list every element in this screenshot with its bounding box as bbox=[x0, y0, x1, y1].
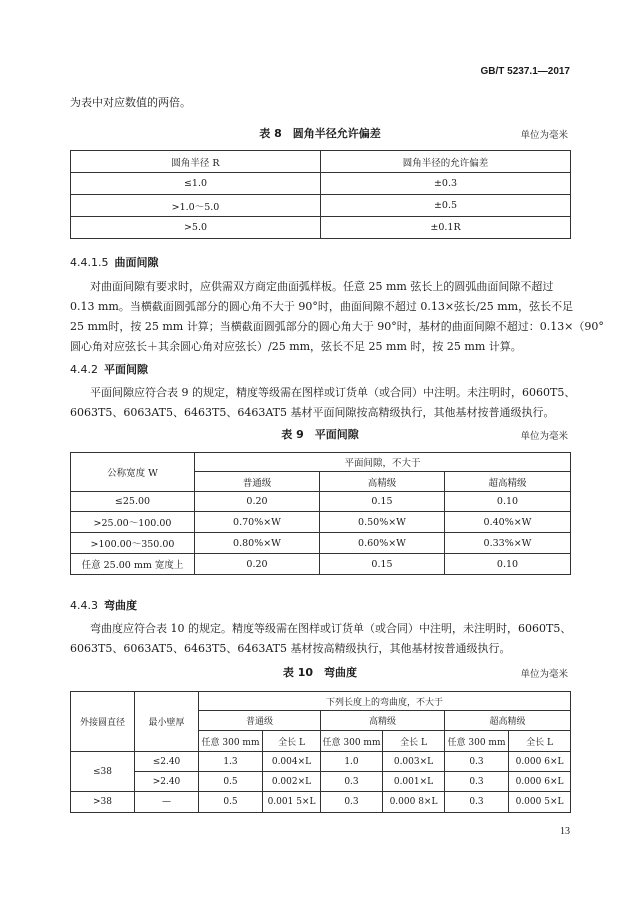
paragraph-line: 6063T5、6063AT5、6463T5、6463AT5 基材平面间隙按高精级执行，其他基材按普通级执行。 bbox=[70, 406, 555, 419]
table9-cell: 0.70%×W bbox=[195, 512, 320, 533]
table8-unit: 单位为毫米 bbox=[520, 130, 568, 141]
table-row bbox=[71, 217, 571, 239]
table9-cell: 0.20 bbox=[195, 492, 320, 512]
section-number: 4.4.1.5 bbox=[70, 256, 109, 269]
table9-header-group: 平面间隙，不大于 bbox=[195, 453, 571, 472]
table10-cell: 0.000 8×L bbox=[383, 792, 445, 813]
paragraph-line: 0.13 mm。当横截面圆弧部分的圆心角不大于 90°时，曲面间隙不超过 0.13×弦长/25 mm，弦长不足 bbox=[70, 300, 574, 313]
table10-header-grade: 普通级 bbox=[199, 711, 321, 731]
paragraph-line: 平面间隙应符合表 9 的规定，精度等级需在图样或订货单（或合同）中注明。未注明时，6060T5、 bbox=[90, 386, 576, 399]
paragraph-line: 25 mm时，按 25 mm 计算；当横截面圆弧部分的圆心角大于 90°时，基材的曲面间隙不超过：0.13×（90° bbox=[70, 320, 604, 333]
table10-cell: 0.000 6×L bbox=[509, 772, 571, 792]
table-row bbox=[71, 173, 571, 195]
table9-cell: ≤25.00 bbox=[71, 492, 195, 512]
table8 bbox=[70, 150, 571, 239]
table9-cell: >25.00～100.00 bbox=[71, 512, 195, 533]
table10-cell: >2.40 bbox=[135, 772, 199, 792]
table9-cell: 任意 25.00 mm 宽度上 bbox=[71, 554, 195, 575]
section-4415-heading bbox=[70, 254, 158, 270]
table10-header-group: 下列长度上的弯曲度，不大于 bbox=[199, 692, 571, 711]
table10-group-cell: >38 bbox=[71, 792, 135, 813]
table9-header-width: 公称宽度 W bbox=[71, 453, 195, 492]
table9-cell: 0.80%×W bbox=[195, 533, 320, 554]
table9-header-grade: 高精级 bbox=[320, 472, 445, 492]
table10-header-sub: 任意 300 mm bbox=[199, 731, 263, 752]
table10-cell: 0.5 bbox=[199, 792, 263, 813]
standard-number: GB/T 5237.1—2017 bbox=[480, 66, 570, 77]
table8-cell: ±0.1R bbox=[321, 217, 571, 239]
section-title: 曲面间隙 bbox=[114, 256, 159, 269]
table10-cell: 1.0 bbox=[321, 752, 383, 772]
table10-cell: 0.000 5×L bbox=[509, 792, 571, 813]
table9-cell: >100.00～350.00 bbox=[71, 533, 195, 554]
table10 bbox=[70, 691, 571, 813]
table8-header-radius: 圆角半径 R bbox=[71, 151, 321, 173]
table-row bbox=[71, 792, 571, 813]
table9-cell: 0.15 bbox=[320, 492, 445, 512]
table10-header-sub: 全长 L bbox=[509, 731, 571, 752]
table9 bbox=[70, 452, 571, 575]
table10-header-sub: 任意 300 mm bbox=[321, 731, 383, 752]
paragraph-line: 弯曲度应符合表 10 的规定。精度等级需在图样或订货单（或合同）中注明，未注明时，6060T5、 bbox=[90, 622, 572, 635]
table10-cell: — bbox=[135, 792, 199, 813]
paragraph-line: 圆心角对应弦长＋其余圆心角对应弦长）/25 mm，弦长不足 25 mm 时，按 25 mm 计算。 bbox=[70, 340, 522, 353]
table8-cell: >1.0～5.0 bbox=[71, 195, 321, 217]
table10-cell: 0.002×L bbox=[263, 772, 321, 792]
table10-header-grade: 超高精级 bbox=[445, 711, 571, 731]
intro-line: 为表中对应数值的两倍。 bbox=[70, 96, 191, 109]
table8-caption: 表 8 圆角半径允许偏差 bbox=[259, 127, 381, 140]
section-number: 4.4.2 bbox=[70, 363, 98, 376]
table9-cell: 0.60%×W bbox=[320, 533, 445, 554]
table10-cell: 0.3 bbox=[445, 792, 509, 813]
table8-cell: ±0.5 bbox=[321, 195, 571, 217]
table10-cell: 0.3 bbox=[321, 792, 383, 813]
table10-cell: 0.000 6×L bbox=[509, 752, 571, 772]
table9-cell: 0.10 bbox=[445, 492, 571, 512]
table8-cell: >5.0 bbox=[71, 217, 321, 239]
table10-header-sub: 全长 L bbox=[263, 731, 321, 752]
table10-header-diameter: 外接圆直径 bbox=[71, 692, 135, 752]
table10-cell: 0.3 bbox=[445, 772, 509, 792]
table-row bbox=[71, 512, 571, 533]
table9-unit: 单位为毫米 bbox=[520, 431, 568, 442]
table-row bbox=[71, 492, 571, 512]
table10-group-cell: ≤38 bbox=[71, 752, 135, 792]
table9-cell: 0.20 bbox=[195, 554, 320, 575]
table9-header-grade: 普通级 bbox=[195, 472, 320, 492]
table9-cell: 0.15 bbox=[320, 554, 445, 575]
table10-header-sub: 全长 L bbox=[383, 731, 445, 752]
table10-cell: 0.3 bbox=[321, 772, 383, 792]
section-title: 平面间隙 bbox=[104, 363, 148, 376]
table8-cell: ≤1.0 bbox=[71, 173, 321, 195]
section-number: 4.4.3 bbox=[70, 599, 98, 612]
section-442-heading bbox=[70, 361, 148, 377]
table9-cell: 0.50%×W bbox=[320, 512, 445, 533]
table10-header-thickness: 最小壁厚 bbox=[135, 692, 199, 752]
table9-cell: 0.33%×W bbox=[445, 533, 571, 554]
table10-cell: 0.5 bbox=[199, 772, 263, 792]
table10-cell: 1.3 bbox=[199, 752, 263, 772]
table9-cell: 0.10 bbox=[445, 554, 571, 575]
table10-cell: 0.001×L bbox=[383, 772, 445, 792]
table10-cell: ≤2.40 bbox=[135, 752, 199, 772]
table9-caption: 表 9 平面间隙 bbox=[281, 428, 359, 441]
table10-header-grade: 高精级 bbox=[321, 711, 445, 731]
table-row bbox=[71, 533, 571, 554]
table-row bbox=[71, 554, 571, 575]
section-443-heading bbox=[70, 597, 137, 613]
paragraph-line: 6063T5、6063AT5、6463T5、6463AT5 基材按高精级执行，其他基材按普通级执行。 bbox=[70, 642, 511, 655]
table10-cell: 0.004×L bbox=[263, 752, 321, 772]
table8-cell: ±0.3 bbox=[321, 173, 571, 195]
table8-header-tolerance: 圆角半径的允许偏差 bbox=[321, 151, 571, 173]
table10-cell: 0.003×L bbox=[383, 752, 445, 772]
table10-unit: 单位为毫米 bbox=[520, 669, 568, 680]
table10-caption: 表 10 弯曲度 bbox=[282, 666, 358, 679]
table9-header-grade: 超高精级 bbox=[445, 472, 571, 492]
table10-header-sub: 任意 300 mm bbox=[445, 731, 509, 752]
paragraph-line: 对曲面间隙有要求时，应供需双方商定曲面弧样板。任意 25 mm 弦长上的圆弧曲面间隙不超过 bbox=[90, 280, 554, 293]
table-row bbox=[71, 772, 571, 792]
page-number: 13 bbox=[560, 826, 570, 837]
table-row bbox=[71, 195, 571, 217]
table10-cell: 0.001 5×L bbox=[263, 792, 321, 813]
table10-cell: 0.3 bbox=[445, 752, 509, 772]
table-row bbox=[71, 752, 571, 772]
table9-cell: 0.40%×W bbox=[445, 512, 571, 533]
section-title: 弯曲度 bbox=[104, 599, 137, 612]
